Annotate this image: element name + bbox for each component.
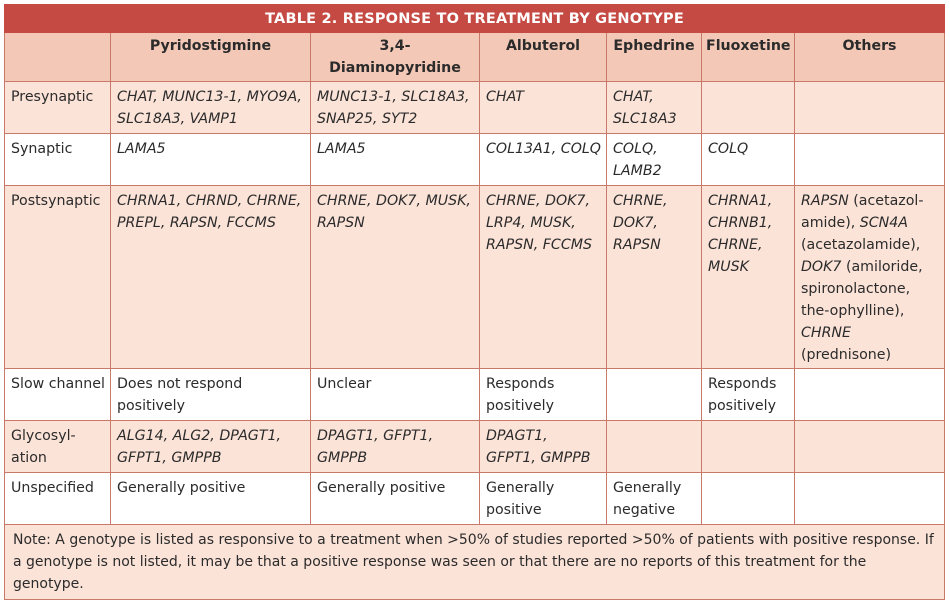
gene-text: RAPSN xyxy=(801,193,849,209)
table-cell xyxy=(480,369,607,421)
table-row xyxy=(5,473,945,525)
table-cell xyxy=(111,421,311,473)
table-cell xyxy=(702,473,795,525)
row-label: Slow channel xyxy=(5,369,111,421)
table-cell xyxy=(607,421,702,473)
table-cell xyxy=(111,473,311,525)
table-cell xyxy=(702,82,795,134)
row-label: Synaptic xyxy=(5,134,111,186)
title-row xyxy=(5,5,945,33)
cell-text: Responds positively xyxy=(708,376,777,414)
cell-text: Responds positively xyxy=(486,376,555,414)
row-label: Glycosyl-ation xyxy=(5,421,111,473)
header-row xyxy=(5,33,945,82)
cell-text: Generally positive xyxy=(317,480,446,496)
column-header-albuterol: Albuterol xyxy=(480,33,607,82)
table-cell xyxy=(311,369,480,421)
column-header-others: Others xyxy=(795,33,945,82)
table-cell xyxy=(607,369,702,421)
cell-text: (amiloride, spironolactone, the-ophylline), xyxy=(801,259,923,319)
table-cell xyxy=(111,186,311,369)
gene-text: ALG14, ALG2, DPAGT1, GFPT1, GMPPB xyxy=(117,428,282,466)
table-cell xyxy=(702,421,795,473)
table-row xyxy=(5,186,945,369)
table-cell xyxy=(311,186,480,369)
table-cell xyxy=(607,186,702,369)
column-header-ephedrine: Ephedrine xyxy=(607,33,702,82)
gene-text: CHRNE, DOK7, LRP4, MUSK, RAPSN, FCCMS xyxy=(486,193,592,253)
table-cell xyxy=(111,369,311,421)
gene-text: CHRNE, DOK7, RAPSN xyxy=(613,193,668,253)
gene-text: CHAT xyxy=(486,89,524,105)
table-body xyxy=(5,82,945,525)
table-cell xyxy=(311,421,480,473)
table-cell xyxy=(702,369,795,421)
table-cell xyxy=(480,134,607,186)
cell-text: Does not respond positively xyxy=(117,376,243,414)
table-cell xyxy=(795,134,945,186)
gene-text: SCN4A xyxy=(859,215,909,231)
column-header-pyridostigmine: Pyridostigmine xyxy=(111,33,311,82)
table-cell xyxy=(607,82,702,134)
table-note: Note: A genotype is listed as responsive to a treatment when >50% of studies reported >50% of patients with positive response. If a genotype is not listed, it may be that a positive response was seen or that there are no reports of this treatment for the genotype. xyxy=(5,525,945,600)
gene-text: COLQ, LAMB2 xyxy=(613,141,662,179)
gene-text: CHRNA1, CHRNB1, CHRNE, MUSK xyxy=(708,193,773,275)
table-cell xyxy=(795,369,945,421)
row-label: Unspecified xyxy=(5,473,111,525)
table-cell xyxy=(702,134,795,186)
column-header-fluoxetine: Fluoxetine xyxy=(702,33,795,82)
table-row xyxy=(5,369,945,421)
table-cell xyxy=(702,186,795,369)
gene-text: DPAGT1, GFPT1, GMPPB xyxy=(317,428,434,466)
table-container xyxy=(4,4,944,600)
gene-text: COLQ xyxy=(708,141,749,157)
table-cell xyxy=(795,473,945,525)
table-cell xyxy=(311,82,480,134)
table-cell xyxy=(111,134,311,186)
table-cell xyxy=(795,82,945,134)
gene-text: CHRNA1, CHRND, CHRNE, PREPL, RAPSN, FCCMS xyxy=(117,193,302,231)
gene-text: MUNC13-1, SLC18A3, SNAP25, SYT2 xyxy=(317,89,470,127)
table-title: TABLE 2. RESPONSE TO TREATMENT BY GENOTYPE xyxy=(5,5,945,33)
table-cell xyxy=(480,473,607,525)
table-cell xyxy=(480,82,607,134)
note-row xyxy=(5,525,945,600)
row-label: Postsynaptic xyxy=(5,186,111,369)
gene-text: DPAGT1, GFPT1, GMPPB xyxy=(486,428,591,466)
table-cell xyxy=(311,473,480,525)
cell-text: Generally positive xyxy=(117,480,246,496)
cell-text: Generally positive xyxy=(486,480,555,518)
gene-text: LAMA5 xyxy=(117,141,166,157)
response-table xyxy=(4,4,945,600)
table-cell xyxy=(607,473,702,525)
cell-text: Generally negative xyxy=(613,480,682,518)
table-cell xyxy=(111,82,311,134)
gene-text: CHRNE xyxy=(801,325,852,341)
gene-text: COL13A1, COLQ xyxy=(486,141,601,157)
table-row xyxy=(5,82,945,134)
gene-text: CHAT, MUNC13-1, MYO9A, SLC18A3, VAMP1 xyxy=(117,89,302,127)
table-row xyxy=(5,421,945,473)
table-row xyxy=(5,134,945,186)
table-cell xyxy=(795,421,945,473)
table-cell xyxy=(795,186,945,369)
table-cell xyxy=(480,421,607,473)
gene-text: CHAT, SLC18A3 xyxy=(613,89,677,127)
cell-text: (prednisone) xyxy=(801,347,892,363)
cell-text: (acetazol-amide), xyxy=(801,193,924,231)
gene-text: LAMA5 xyxy=(317,141,366,157)
row-label: Presynaptic xyxy=(5,82,111,134)
column-header-blank xyxy=(5,33,111,82)
table-cell xyxy=(480,186,607,369)
gene-text: CHRNE, DOK7, MUSK, RAPSN xyxy=(317,193,471,231)
cell-text: Unclear xyxy=(317,376,372,392)
column-header-diaminopyridine: 3,4-Diaminopyridine xyxy=(311,33,480,82)
table-cell xyxy=(311,134,480,186)
gene-text: DOK7 xyxy=(801,259,842,275)
table-cell xyxy=(607,134,702,186)
cell-text: (acetazolamide), xyxy=(801,237,921,253)
